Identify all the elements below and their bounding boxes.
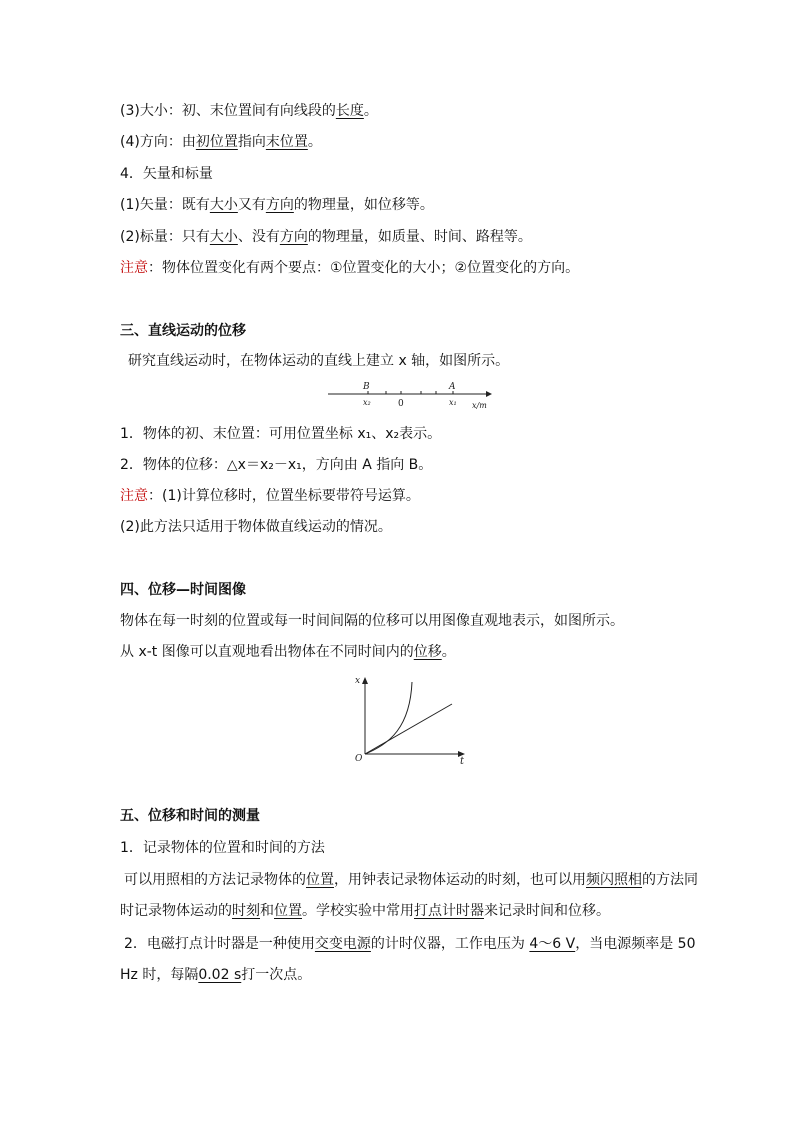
underlined-term: 长度 [335, 103, 364, 119]
section5-para1-line1: 可以用照相的方法记录物体的位置，用钟表记录物体运动的时刻，也可以用频闪照相的方法同 [124, 872, 698, 888]
note-label: 注意 [120, 260, 148, 276]
direction-line: (4)方向：由初位置指向末位置。 [120, 134, 322, 150]
underlined-term: 位置 [306, 872, 334, 888]
underlined-term: 方向 [279, 229, 308, 245]
scalar-line: (2)标量：只有大小、没有方向的物理量，如质量、时间、路程等。 [120, 229, 532, 245]
item4-title: 4．矢量和标量 [120, 166, 213, 182]
curve-line [365, 682, 412, 754]
underlined-term: 初位置 [195, 134, 238, 150]
underlined-term: 位置 [274, 903, 302, 919]
xt-graph [350, 672, 470, 768]
underlined-term: 方向 [265, 197, 294, 213]
straight-line [365, 704, 452, 754]
section5-item1: 1．记录物体的位置和时间的方法 [120, 840, 325, 856]
section3-note2: (2)此方法只适用于物体做直线运动的情况。 [120, 519, 392, 535]
underlined-term: 频闪照相 [586, 872, 642, 888]
section4-title: 四、位移—时间图像 [120, 582, 246, 598]
x-axis-figure [326, 378, 506, 412]
section3-p1: 1．物体的初、末位置：可用位置坐标 x₁、x₂表示。 [120, 426, 442, 442]
underlined-term: 大小 [209, 229, 238, 245]
x1-label: x₁ [449, 398, 457, 407]
point-a-label: A [449, 382, 456, 392]
underlined-term: 位移 [413, 644, 442, 660]
point-b-label: B [363, 382, 370, 392]
underlined-term: 4～6 V [529, 936, 576, 952]
underlined-term: 0.02 s [198, 967, 242, 983]
underlined-term: 交变电源 [314, 936, 371, 952]
axis-arrow-icon [486, 391, 492, 397]
note-line: 注意：物体位置变化有两个要点：①位置变化的大小；②位置变化的方向。 [120, 260, 580, 276]
section4-p2: 从 x-t 图像可以直观地看出物体在不同时间内的位移。 [120, 644, 456, 660]
underlined-term: 末位置 [265, 134, 308, 150]
magnitude-line: (3)大小：初、末位置间有向线段的长度。 [120, 103, 378, 119]
x-axis-label: t [460, 756, 465, 767]
section5-para1-line2: 时记录物体运动的时刻和位置。学校实验中常用打点计时器来记录时间和位移。 [120, 903, 610, 919]
section5-para2-line2: Hz 时，每隔0.02 s打一次点。 [120, 967, 312, 983]
section5-title: 五、位移和时间的测量 [120, 808, 260, 824]
section3-title: 三、直线运动的位移 [120, 323, 246, 339]
vector-line: (1)矢量：既有大小又有方向的物理量，如位移等。 [120, 197, 434, 213]
section4-p1: 物体在每一时刻的位置或每一时间间隔的位移可以用图像直观地表示，如图所示。 [120, 613, 624, 629]
section3-p2: 2．物体的位移：△x＝x₂－x₁，方向由 A 指向 B。 [120, 457, 433, 473]
underlined-term: 打点计时器 [414, 903, 484, 919]
section5-para2-line1: 2．电磁打点计时器是一种使用交变电源的计时仪器，工作电压为 4～6 V，当电源频率是 50 [124, 936, 696, 952]
x2-label: x₂ [363, 398, 371, 407]
y-axis-arrow-icon [362, 677, 368, 684]
section3-intro: 研究直线运动时，在物体运动的直线上建立 x 轴，如图所示。 [128, 353, 510, 369]
unit-label: x/m [472, 401, 487, 410]
zero-label: 0 [398, 399, 404, 409]
underlined-term: 大小 [209, 197, 238, 213]
y-axis-label: x [355, 676, 361, 686]
underlined-term: 时刻 [232, 903, 260, 919]
note-label: 注意 [120, 488, 148, 504]
origin-label: O [355, 754, 363, 764]
section3-note1: 注意：(1)计算位移时，位置坐标要带符号运算。 [120, 488, 420, 504]
